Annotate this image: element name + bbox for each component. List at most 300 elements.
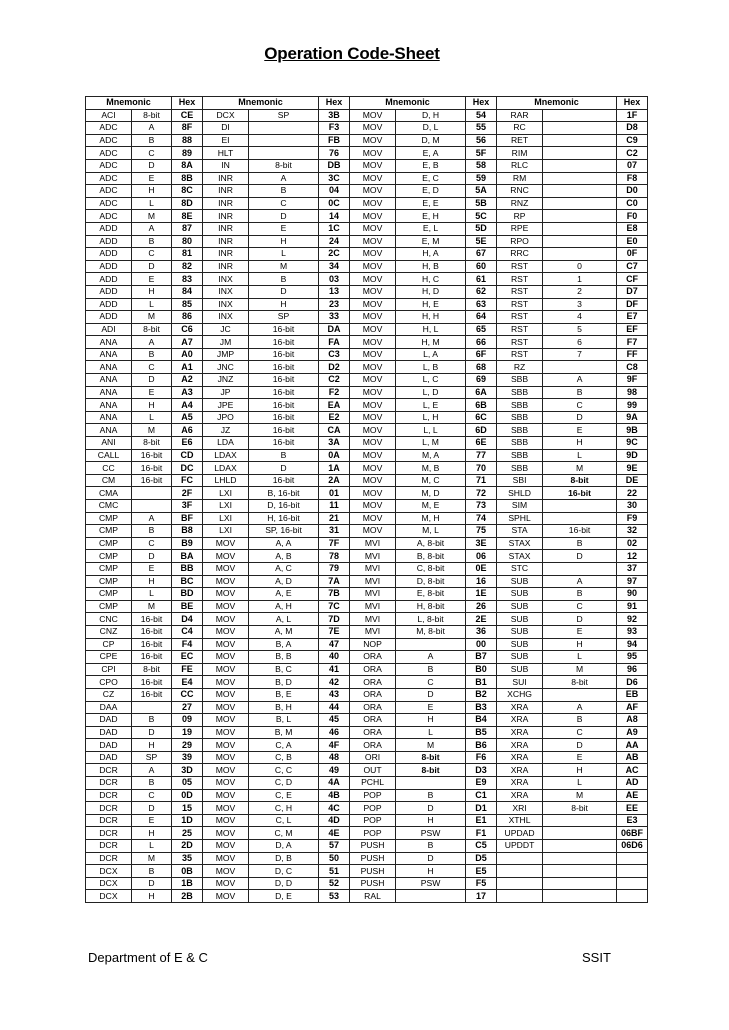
hex-cell: 9B: [617, 424, 648, 437]
operand-cell: B, L: [249, 714, 319, 727]
operand-cell: B: [543, 588, 617, 601]
mnemonic-cell: RET: [497, 134, 543, 147]
hex-cell: FC: [172, 474, 203, 487]
hex-cell: AF: [617, 701, 648, 714]
operand-cell: PSW: [396, 877, 466, 890]
mnemonic-cell: CNC: [86, 613, 132, 626]
hex-cell: 7B: [319, 588, 350, 601]
operand-cell: D: [249, 462, 319, 475]
mnemonic-cell: SBB: [497, 462, 543, 475]
operand-cell: A, A: [249, 537, 319, 550]
hex-cell: E4: [172, 676, 203, 689]
operand-cell: M: [543, 663, 617, 676]
hex-cell: 23: [319, 298, 350, 311]
operand-cell: [132, 500, 172, 513]
operand-cell: L: [543, 449, 617, 462]
mnemonic-cell: JPO: [203, 411, 249, 424]
operand-cell: M, H: [396, 512, 466, 525]
hex-cell: 5F: [466, 147, 497, 160]
mnemonic-cell: ADC: [86, 122, 132, 135]
operand-cell: D: [543, 411, 617, 424]
operand-cell: C, D: [249, 777, 319, 790]
hex-cell: 0C: [319, 197, 350, 210]
table-row: [86, 588, 648, 601]
hex-cell: 41: [319, 663, 350, 676]
mnemonic-cell: MOV: [203, 613, 249, 626]
mnemonic-cell: RPE: [497, 222, 543, 235]
operand-cell: B: [396, 663, 466, 676]
mnemonic-cell: MOV: [203, 625, 249, 638]
operand-cell: [543, 172, 617, 185]
hex-cell: C2: [319, 374, 350, 387]
hex-cell: 7E: [319, 625, 350, 638]
operand-cell: D: [132, 726, 172, 739]
hex-cell: C2: [617, 147, 648, 160]
hex-cell: 19: [172, 726, 203, 739]
operand-cell: L: [132, 197, 172, 210]
operand-cell: A, B: [249, 550, 319, 563]
hex-cell: 4C: [319, 802, 350, 815]
mnemonic-cell: MOV: [203, 751, 249, 764]
hex-cell: 86: [172, 311, 203, 324]
mnemonic-cell: ADC: [86, 185, 132, 198]
hex-cell: 4E: [319, 827, 350, 840]
hex-cell: 47: [319, 638, 350, 651]
hex-cell: 73: [466, 500, 497, 513]
mnemonic-cell: ANA: [86, 386, 132, 399]
table-row: [86, 701, 648, 714]
hex-cell: B2: [466, 688, 497, 701]
mnemonic-cell: MOV: [203, 814, 249, 827]
operand-cell: [543, 852, 617, 865]
operand-cell: B: [396, 789, 466, 802]
mnemonic-cell: DCX: [86, 865, 132, 878]
mnemonic-cell: PCHL: [350, 777, 396, 790]
table-row: [86, 575, 648, 588]
operand-cell: C: [132, 789, 172, 802]
table-row: [86, 600, 648, 613]
hex-cell: A6: [172, 424, 203, 437]
table-row: [86, 663, 648, 676]
table-row: [86, 676, 648, 689]
operand-cell: A, H: [249, 600, 319, 613]
hex-cell: 06D6: [617, 840, 648, 853]
hex-cell: 3E: [466, 537, 497, 550]
hex-cell: EA: [319, 399, 350, 412]
operand-cell: L, M: [396, 437, 466, 450]
mnemonic-cell: MOV: [350, 134, 396, 147]
hex-cell: B1: [466, 676, 497, 689]
operand-cell: 1: [543, 273, 617, 286]
mnemonic-cell: XRA: [497, 789, 543, 802]
operand-cell: 16-bit: [132, 625, 172, 638]
mnemonic-cell: MOV: [203, 852, 249, 865]
mnemonic-cell: ANA: [86, 361, 132, 374]
mnemonic-cell: MOV: [350, 449, 396, 462]
hex-cell: 64: [466, 311, 497, 324]
hex-cell: 0F: [617, 248, 648, 261]
mnemonic-cell: MOV: [203, 550, 249, 563]
operand-cell: B: [132, 865, 172, 878]
table-row: [86, 500, 648, 513]
hex-cell: 3F: [172, 500, 203, 513]
hex-cell: 99: [617, 399, 648, 412]
operand-cell: L: [132, 588, 172, 601]
operand-cell: C: [132, 361, 172, 374]
mnemonic-cell: MOV: [203, 638, 249, 651]
hex-cell: A8: [617, 714, 648, 727]
hex-cell: 5E: [466, 235, 497, 248]
operand-cell: D: [132, 260, 172, 273]
operand-cell: D, L: [396, 122, 466, 135]
mnemonic-cell: MOV: [203, 701, 249, 714]
table-row: [86, 462, 648, 475]
hex-cell: B6: [466, 739, 497, 752]
operand-cell: L: [132, 298, 172, 311]
mnemonic-cell: DCR: [86, 802, 132, 815]
mnemonic-cell: MVI: [350, 537, 396, 550]
operand-cell: E: [132, 562, 172, 575]
header-row: [86, 97, 648, 110]
mnemonic-cell: RST: [497, 311, 543, 324]
mnemonic-cell: CMP: [86, 550, 132, 563]
operand-cell: [543, 109, 617, 122]
table-row: [86, 185, 648, 198]
table-row: [86, 865, 648, 878]
hex-cell: B5: [466, 726, 497, 739]
hex-cell: DB: [319, 159, 350, 172]
hex-cell: B0: [466, 663, 497, 676]
table-row: [86, 562, 648, 575]
operand-cell: H: [543, 437, 617, 450]
table-row: [86, 311, 648, 324]
hex-cell: 3A: [319, 437, 350, 450]
table-row: [86, 424, 648, 437]
table-row: [86, 222, 648, 235]
mnemonic-cell: CALL: [86, 449, 132, 462]
mnemonic-cell: MOV: [350, 285, 396, 298]
hex-cell: 46: [319, 726, 350, 739]
operand-cell: L: [543, 651, 617, 664]
hex-cell: 43: [319, 688, 350, 701]
mnemonic-cell: RNC: [497, 185, 543, 198]
hex-cell: E7: [617, 311, 648, 324]
mnemonic-cell: ADI: [86, 323, 132, 336]
table-row: [86, 877, 648, 890]
table-row: [86, 802, 648, 815]
operand-cell: 16-bit: [132, 688, 172, 701]
operand-cell: L, H: [396, 411, 466, 424]
operand-cell: B: [249, 185, 319, 198]
operand-cell: [396, 777, 466, 790]
mnemonic-cell: INX: [203, 273, 249, 286]
hex-cell: E5: [466, 865, 497, 878]
hex-cell: 5D: [466, 222, 497, 235]
mnemonic-header: Mnemonic: [86, 97, 172, 110]
operand-cell: [249, 147, 319, 160]
hex-cell: 97: [617, 575, 648, 588]
operand-cell: 16-bit: [132, 651, 172, 664]
mnemonic-cell: MOV: [350, 109, 396, 122]
mnemonic-cell: XRA: [497, 701, 543, 714]
operand-cell: M, E: [396, 500, 466, 513]
mnemonic-cell: RST: [497, 260, 543, 273]
operand-cell: [543, 248, 617, 261]
hex-cell: 33: [319, 311, 350, 324]
operand-cell: [543, 512, 617, 525]
table-row: [86, 159, 648, 172]
hex-cell: FA: [319, 336, 350, 349]
operand-cell: H, B: [396, 260, 466, 273]
hex-cell: 14: [319, 210, 350, 223]
operand-cell: C: [543, 726, 617, 739]
operand-cell: A: [132, 222, 172, 235]
hex-cell: 06BF: [617, 827, 648, 840]
hex-cell: 52: [319, 877, 350, 890]
hex-cell: 9D: [617, 449, 648, 462]
operand-cell: PSW: [396, 827, 466, 840]
operand-cell: B: [543, 537, 617, 550]
hex-cell: EF: [617, 323, 648, 336]
operand-cell: L: [249, 248, 319, 261]
operand-cell: [543, 147, 617, 160]
hex-cell: 39: [172, 751, 203, 764]
mnemonic-cell: STAX: [497, 537, 543, 550]
operand-cell: A, 8-bit: [396, 537, 466, 550]
mnemonic-cell: EI: [203, 134, 249, 147]
hex-cell: CF: [617, 273, 648, 286]
hex-cell: F0: [617, 210, 648, 223]
operand-cell: H, M: [396, 336, 466, 349]
hex-cell: 12: [617, 550, 648, 563]
hex-cell: AC: [617, 764, 648, 777]
table-row: [86, 273, 648, 286]
mnemonic-cell: ADC: [86, 210, 132, 223]
hex-cell: 63: [466, 298, 497, 311]
mnemonic-cell: RIM: [497, 147, 543, 160]
hex-cell: D8: [617, 122, 648, 135]
operand-cell: 16-bit: [132, 638, 172, 651]
mnemonic-cell: INR: [203, 172, 249, 185]
hex-cell: 0B: [172, 865, 203, 878]
hex-cell: D7: [617, 285, 648, 298]
hex-cell: D3: [466, 764, 497, 777]
mnemonic-cell: DI: [203, 122, 249, 135]
operand-cell: [543, 562, 617, 575]
table-row: [86, 197, 648, 210]
table-row: [86, 210, 648, 223]
operand-cell: E: [543, 751, 617, 764]
table-row: [86, 625, 648, 638]
hex-cell: C5: [466, 840, 497, 853]
hex-cell: 6F: [466, 348, 497, 361]
hex-cell: D0: [617, 185, 648, 198]
operand-cell: M: [396, 739, 466, 752]
operand-cell: M, A: [396, 449, 466, 462]
operand-cell: [543, 235, 617, 248]
operand-cell: L: [543, 777, 617, 790]
hex-cell: DA: [319, 323, 350, 336]
hex-cell: 84: [172, 285, 203, 298]
operand-cell: 16-bit: [249, 323, 319, 336]
operand-cell: [543, 197, 617, 210]
operand-cell: H: [132, 890, 172, 903]
hex-cell: DF: [617, 298, 648, 311]
hex-cell: 09: [172, 714, 203, 727]
operand-cell: E, M: [396, 235, 466, 248]
operand-cell: B, 8-bit: [396, 550, 466, 563]
hex-cell: FF: [617, 348, 648, 361]
operand-cell: 4: [543, 311, 617, 324]
mnemonic-cell: SBB: [497, 374, 543, 387]
table-row: [86, 437, 648, 450]
hex-cell: 7C: [319, 600, 350, 613]
hex-cell: D4: [172, 613, 203, 626]
table-row: [86, 512, 648, 525]
hex-header: Hex: [319, 97, 350, 110]
hex-cell: 1D: [172, 814, 203, 827]
hex-cell: 70: [466, 462, 497, 475]
hex-cell: F5: [466, 877, 497, 890]
operand-cell: [249, 122, 319, 135]
mnemonic-cell: RZ: [497, 361, 543, 374]
hex-cell: 83: [172, 273, 203, 286]
mnemonic-cell: XRA: [497, 726, 543, 739]
operand-cell: 8-bit: [249, 159, 319, 172]
hex-cell: 6C: [466, 411, 497, 424]
hex-cell: 17: [466, 890, 497, 903]
mnemonic-cell: POP: [350, 814, 396, 827]
mnemonic-cell: MOV: [203, 764, 249, 777]
mnemonic-cell: JPE: [203, 399, 249, 412]
operand-cell: [543, 159, 617, 172]
mnemonic-cell: MOV: [350, 159, 396, 172]
hex-cell: CD: [172, 449, 203, 462]
operand-cell: 16-bit: [249, 348, 319, 361]
mnemonic-cell: ANA: [86, 399, 132, 412]
hex-cell: 87: [172, 222, 203, 235]
mnemonic-cell: ADD: [86, 235, 132, 248]
mnemonic-cell: DCR: [86, 764, 132, 777]
mnemonic-cell: MOV: [350, 512, 396, 525]
mnemonic-header: Mnemonic: [350, 97, 466, 110]
hex-cell: DE: [617, 474, 648, 487]
mnemonic-cell: LXI: [203, 525, 249, 538]
mnemonic-cell: MOV: [350, 260, 396, 273]
operand-cell: [543, 361, 617, 374]
hex-cell: 79: [319, 562, 350, 575]
mnemonic-cell: SUB: [497, 651, 543, 664]
hex-cell: 85: [172, 298, 203, 311]
hex-cell: 35: [172, 852, 203, 865]
operand-cell: [396, 890, 466, 903]
operand-cell: B: [396, 840, 466, 853]
operand-cell: A, L: [249, 613, 319, 626]
operand-cell: C: [249, 197, 319, 210]
operand-cell: M, C: [396, 474, 466, 487]
operand-cell: 16-bit: [249, 424, 319, 437]
hex-cell: 61: [466, 273, 497, 286]
mnemonic-cell: MOV: [350, 500, 396, 513]
hex-cell: 22: [617, 487, 648, 500]
operand-cell: C, L: [249, 814, 319, 827]
mnemonic-cell: CC: [86, 462, 132, 475]
operand-cell: [543, 814, 617, 827]
hex-cell: A7: [172, 336, 203, 349]
hex-cell: C4: [172, 625, 203, 638]
operand-cell: H: [543, 764, 617, 777]
operand-cell: B: [132, 348, 172, 361]
mnemonic-cell: INX: [203, 311, 249, 324]
hex-cell: D5: [466, 852, 497, 865]
hex-cell: BD: [172, 588, 203, 601]
mnemonic-cell: [497, 877, 543, 890]
mnemonic-cell: HLT: [203, 147, 249, 160]
hex-cell: 81: [172, 248, 203, 261]
mnemonic-cell: SUI: [497, 676, 543, 689]
operand-cell: 8-bit: [543, 676, 617, 689]
table-row: [86, 348, 648, 361]
hex-cell: 03: [319, 273, 350, 286]
hex-cell: 25: [172, 827, 203, 840]
operand-cell: A: [249, 172, 319, 185]
mnemonic-cell: CMP: [86, 562, 132, 575]
hex-cell: 1B: [172, 877, 203, 890]
mnemonic-cell: LDAX: [203, 449, 249, 462]
mnemonic-cell: MVI: [350, 625, 396, 638]
mnemonic-cell: SBB: [497, 437, 543, 450]
mnemonic-cell: MOV: [350, 336, 396, 349]
hex-cell: 5B: [466, 197, 497, 210]
hex-cell: 34: [319, 260, 350, 273]
operand-cell: H, E: [396, 298, 466, 311]
hex-cell: 07: [617, 159, 648, 172]
hex-cell: E3: [617, 814, 648, 827]
hex-cell: E6: [172, 437, 203, 450]
operand-cell: D, 8-bit: [396, 575, 466, 588]
operand-cell: 16-bit: [249, 437, 319, 450]
operand-cell: M: [132, 210, 172, 223]
hex-cell: E8: [617, 222, 648, 235]
operand-cell: SP, 16-bit: [249, 525, 319, 538]
hex-cell: 01: [319, 487, 350, 500]
mnemonic-cell: ADD: [86, 298, 132, 311]
operand-cell: 8-bit: [132, 437, 172, 450]
mnemonic-cell: MOV: [203, 600, 249, 613]
operand-cell: C: [396, 676, 466, 689]
mnemonic-cell: UPDDT: [497, 840, 543, 853]
table-row: [86, 449, 648, 462]
hex-cell: 59: [466, 172, 497, 185]
hex-cell: 26: [466, 600, 497, 613]
operand-cell: B: [132, 525, 172, 538]
operand-cell: B: [249, 449, 319, 462]
opcode-table: [85, 96, 648, 903]
hex-cell: 66: [466, 336, 497, 349]
table-row: [86, 739, 648, 752]
table-row: [86, 651, 648, 664]
mnemonic-cell: XRA: [497, 751, 543, 764]
hex-cell: 7D: [319, 613, 350, 626]
operand-cell: D: [543, 613, 617, 626]
mnemonic-cell: MOV: [350, 147, 396, 160]
mnemonic-cell: MOV: [203, 726, 249, 739]
table-row: [86, 109, 648, 122]
operand-cell: 8-bit: [543, 802, 617, 815]
hex-cell: C0: [617, 197, 648, 210]
mnemonic-cell: ADD: [86, 285, 132, 298]
mnemonic-cell: SUB: [497, 600, 543, 613]
